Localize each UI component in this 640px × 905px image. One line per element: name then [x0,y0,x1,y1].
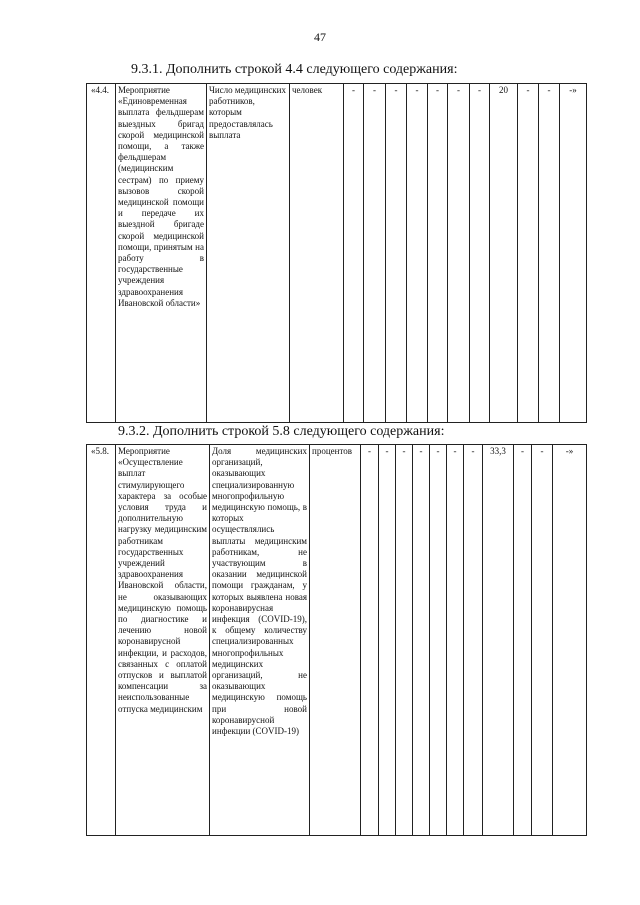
value-cell: - [344,84,364,423]
value-cell: - [430,445,447,836]
row-number: «4.4. [87,84,116,423]
value-cell: - [464,445,483,836]
page-number: 47 [314,30,326,44]
value-cell: - [364,84,386,423]
unit-of-measure: человек [290,84,344,423]
value-cell: - [413,445,430,836]
event-description: Мероприятие «Единовременная выплата фельдшерам выездных бригад скорой медицинской помощи, а также фельдшерам (медицинским сестрам) по приему вызовов скорой медицинской помощи и передаче их выездной бригаде скорой медицинской помощи, принятым на работу в государственные учреждения здравоохранения Ивановской области» [116,84,207,423]
value-cell: - [470,84,490,423]
value-cell: - [514,445,532,836]
indicator-name: Число медицинских работников, которым предоставлялась выплата [207,84,290,423]
value-cell: 20 [490,84,518,423]
value-cell: - [447,445,464,836]
value-cell: - [396,445,413,836]
table-row [87,84,587,423]
indicator-name: Доля медицинских организаций, оказывающих специализированную многопрофильную медицинскую помощь, в которых осуществлялись выплаты медицинским работникам, не участвующим в оказании медицинской помощи гражданам, у которых выявлена новая коронавирусная инфекция (COVID-19), к общему количеству специализированных многопрофильных медицинских организаций, не оказывающих медицинскую помощь при новой коронавирусной инфекции (COVID-19) [210,445,310,836]
table-row [87,445,587,836]
value-cell: - [386,84,407,423]
table-row-5-8 [86,444,587,836]
value-cell: - [539,84,560,423]
value-cell: -» [553,445,587,836]
value-cell: - [361,445,379,836]
row-number: «5.8. [87,445,116,836]
section-heading-5-8: 9.3.2. Дополнить строкой 5.8 следующего содержания: [118,424,445,439]
unit-of-measure: процентов [310,445,361,836]
value-cell: - [428,84,448,423]
section-heading-4-4: 9.3.1. Дополнить строкой 4.4 следующего содержания: [131,62,458,77]
value-cell: -» [560,84,587,423]
value-cell: - [379,445,396,836]
value-cell: - [518,84,539,423]
value-cell: - [532,445,553,836]
table-row-4-4 [86,83,587,423]
value-cell: 33,3 [483,445,514,836]
event-description: Мероприятие «Осуществление выплат стимулирующего характера за особые условия труда и дополнительную нагрузку медицинским работникам государственных учреждений здравоохранения Ивановской области, не оказывающих медицинскую помощь по диагностике и лечению новой коронавирусной инфекции, и расходов, связанных с оплатой отпусков и выплатой компенсации за неиспользованные отпуска медицинским [116,445,210,836]
value-cell: - [448,84,470,423]
value-cell: - [407,84,428,423]
